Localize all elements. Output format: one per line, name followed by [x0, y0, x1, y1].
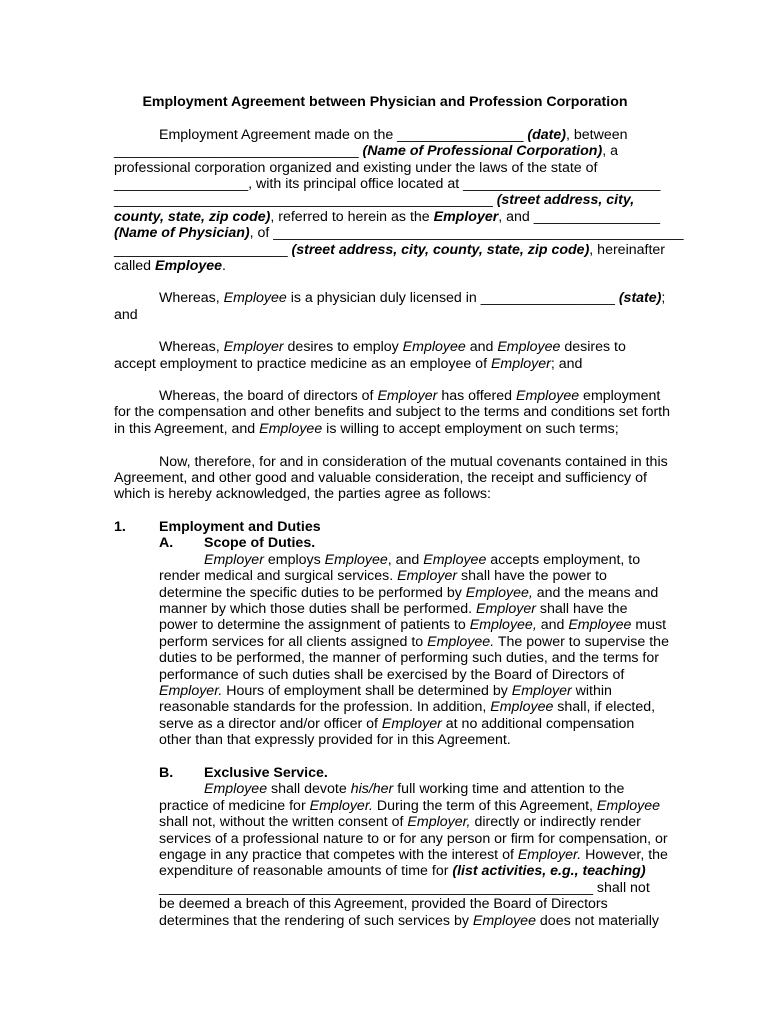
emphasized-text: Employee — [259, 421, 323, 437]
text-run: reasonable standards for the profession. In addition, — [159, 699, 491, 715]
text-line — [159, 863, 646, 879]
text-line — [159, 847, 668, 863]
text-run: render medical and surgical services. — [159, 568, 398, 584]
emphasized-text: (list activities, e.g., teaching) — [452, 863, 646, 879]
text-line — [204, 535, 315, 551]
text-run: , hereinafter — [589, 242, 666, 258]
text-run: accepts employment, to — [486, 552, 641, 568]
text-run: in this Agreement, and — [114, 421, 260, 437]
emphasized-text: 1. — [114, 519, 126, 535]
text-run: shall have the — [535, 601, 628, 617]
text-run: shall, if elected, — [553, 699, 656, 715]
text-line — [159, 535, 173, 551]
text-run: accept employment to practice medicine as an employee of — [114, 356, 491, 372]
text-line — [159, 339, 626, 355]
text-run: must — [631, 617, 667, 633]
text-run: Whereas, — [159, 290, 224, 306]
text-line — [114, 307, 138, 323]
text-line — [114, 143, 618, 159]
text-run: ; — [661, 290, 666, 306]
text-run: ________________________________________________ — [114, 192, 497, 208]
emphasized-text: Employee — [472, 913, 536, 929]
text-run: be deemed a breach of this Agreement, provided the Board of Directors — [159, 896, 608, 912]
text-line — [159, 634, 669, 650]
text-run: services of a professional nature to or for any person or firm for compensation, or — [159, 831, 668, 847]
text-run: determine the specific duties to be performed by — [159, 585, 466, 601]
text-run: However, the — [581, 847, 668, 863]
text-line — [114, 192, 634, 208]
text-line — [114, 160, 597, 176]
emphasized-text: county, state, zip code) — [114, 209, 271, 225]
text-line — [159, 568, 607, 584]
emphasized-text: Employer, — [407, 814, 471, 830]
emphasized-text: Employer. — [159, 683, 223, 699]
text-run: Agreement, and other good and valuable consideration, the receipt and sufficiency of — [114, 470, 647, 486]
text-run: shall devote — [267, 781, 351, 797]
text-line — [159, 650, 659, 666]
emphasized-text: his/her — [350, 781, 394, 797]
text-run: employment — [579, 388, 661, 404]
text-run: shall have the power to — [457, 568, 607, 584]
text-line — [204, 781, 624, 797]
emphasized-text: Exclusive Service. — [204, 765, 328, 781]
text-run: serve as a director and/or officer of — [159, 716, 382, 732]
text-run: desires to — [560, 339, 626, 355]
text-run: During the term of this Agreement, — [372, 798, 597, 814]
emphasized-text: Employer — [204, 552, 264, 568]
text-run: power to determine the assignment of patients to — [159, 617, 470, 633]
text-run: expenditure of reasonable amounts of time for — [159, 863, 453, 879]
emphasized-text: A. — [159, 535, 174, 551]
text-line — [159, 127, 628, 143]
text-run: , between — [565, 127, 628, 143]
text-line — [159, 831, 668, 847]
emphasized-text: Employer — [377, 388, 438, 404]
emphasized-text: Employee — [568, 617, 632, 633]
emphasized-text: (street address, city, — [496, 192, 635, 208]
text-run: and — [114, 307, 138, 323]
emphasized-text: Employee — [490, 699, 554, 715]
emphasized-text: Employee, — [465, 585, 533, 601]
emphasized-text: Employer — [397, 568, 458, 584]
text-run: performance of such duties shall be exercised by the Board of Directors of — [159, 667, 625, 683]
emphasized-text: Employer — [490, 356, 551, 372]
emphasized-text: Employee — [497, 339, 561, 355]
emphasized-text: Employment and Duties — [159, 519, 321, 535]
emphasized-text: Employer — [476, 601, 536, 617]
text-line — [114, 209, 660, 225]
text-line — [159, 601, 627, 617]
text-run: engage in any practice that competes with the interest of — [159, 847, 518, 863]
text-run: which is hereby acknowledged, the parties agree as follows: — [114, 486, 491, 502]
emphasized-text: Employee — [204, 781, 268, 797]
emphasized-text: Employment Agreement between Physician and Profession Corporation — [142, 94, 628, 110]
text-run: , referred to herein as the — [270, 209, 434, 225]
text-run: Whereas, the board of directors of — [159, 388, 378, 404]
emphasized-text: B. — [159, 765, 174, 781]
text-run: manner by which those duties shall be performed. — [159, 601, 477, 617]
text-line — [114, 356, 582, 372]
text-line — [159, 913, 659, 929]
text-line — [114, 225, 684, 241]
text-run: full working time and attention to the — [393, 781, 625, 797]
text-run: duties to be performed, the manner of performing such duties, and the terms for — [159, 650, 659, 666]
text-run: , and ________________ — [498, 209, 661, 225]
text-line — [159, 454, 668, 470]
text-run: employs — [263, 552, 325, 568]
text-run: for the compensation and other benefits and subject to the terms and conditions set forth — [114, 404, 671, 420]
text-line — [159, 683, 612, 699]
text-run: desires to employ — [283, 339, 403, 355]
text-run: and the means and — [532, 585, 659, 601]
text-line — [204, 765, 328, 781]
emphasized-text: Employee — [223, 290, 287, 306]
text-line — [159, 896, 608, 912]
text-run: Now, therefore, for and in consideration of the mutual covenants contained in this — [159, 454, 668, 470]
emphasized-text: (Name of Professional Corporation) — [362, 143, 603, 159]
text-run: . — [222, 258, 226, 274]
text-line — [114, 486, 491, 502]
text-run: ______________________ — [114, 242, 292, 258]
emphasized-text: Employer. — [517, 847, 582, 863]
text-run: , a — [602, 143, 618, 159]
text-run: _______________________________ — [114, 143, 363, 159]
text-line — [114, 258, 226, 274]
text-run: does not materially — [535, 913, 659, 929]
text-run: , and — [387, 552, 424, 568]
emphasized-text: Scope of Duties. — [204, 535, 316, 551]
emphasized-text: Employee — [155, 258, 223, 274]
text-line — [159, 716, 634, 732]
text-line — [159, 388, 660, 404]
text-run: at no additional compensation — [441, 716, 635, 732]
emphasized-text: Employer. — [309, 798, 373, 814]
emphasized-text: Employee — [402, 339, 466, 355]
emphasized-text: (state) — [618, 290, 662, 306]
emphasized-text: (street address, city, county, state, zip code) — [291, 242, 590, 258]
emphasized-text: Employer — [223, 339, 284, 355]
text-line — [159, 732, 511, 748]
text-line — [159, 798, 660, 814]
text-run: practice of medicine for — [159, 798, 310, 814]
text-line — [159, 617, 666, 633]
text-run: professional corporation organized and existing under the laws of the state of — [114, 160, 598, 176]
emphasized-text: Employer — [433, 209, 499, 225]
text-run: determines that the rendering of such services by — [159, 913, 473, 929]
emphasized-text: Employer — [381, 716, 442, 732]
text-run: has offered — [437, 388, 517, 404]
text-line — [159, 765, 173, 781]
text-run: and — [465, 339, 498, 355]
text-line — [159, 290, 665, 306]
emphasized-text: Employee — [423, 552, 487, 568]
text-run: directly or indirectly render — [470, 814, 641, 830]
document-title — [0, 94, 770, 110]
text-run: is a physician duly licensed in _________________ — [286, 290, 619, 306]
text-run: other than that expressly provided for in this Agreement. — [159, 732, 511, 748]
emphasized-text: Employee. — [427, 634, 495, 650]
emphasized-text: Employee — [324, 552, 388, 568]
text-run: _________________, with its principal office located at _________________________ — [114, 176, 661, 192]
text-line — [114, 176, 660, 192]
emphasized-text: Employer — [511, 683, 572, 699]
text-line — [204, 552, 640, 568]
emphasized-text: (Name of Physician) — [114, 225, 250, 241]
emphasized-text: (date) — [527, 127, 566, 143]
text-line — [114, 470, 647, 486]
text-run: Whereas, — [159, 339, 224, 355]
text-line — [114, 404, 670, 420]
text-line — [159, 667, 624, 683]
text-run: _______________________________________________________ shall not — [159, 880, 650, 896]
text-line — [114, 519, 126, 535]
emphasized-text: Employee — [516, 388, 580, 404]
text-run: ; and — [550, 356, 583, 372]
text-line — [159, 880, 650, 896]
text-line — [159, 585, 658, 601]
text-run: The power to supervise the — [494, 634, 669, 650]
text-run: , of ____________________________________________________ — [249, 225, 684, 241]
text-run: perform services for all clients assigned to — [159, 634, 428, 650]
text-line — [159, 519, 321, 535]
text-run: shall not, without the written consent of — [159, 814, 408, 830]
emphasized-text: Employee — [596, 798, 661, 814]
text-run: called — [114, 258, 156, 274]
text-run: and — [536, 617, 569, 633]
text-run: Hours of employment shall be determined by — [222, 683, 512, 699]
text-line — [114, 421, 619, 437]
emphasized-text: Employee, — [469, 617, 537, 633]
text-line — [159, 699, 655, 715]
text-run: Employment Agreement made on the ________________ — [159, 127, 528, 143]
text-line — [114, 242, 665, 258]
text-line — [159, 814, 641, 830]
text-run: is willing to accept employment on such terms; — [322, 421, 619, 437]
text-run: within — [571, 683, 612, 699]
